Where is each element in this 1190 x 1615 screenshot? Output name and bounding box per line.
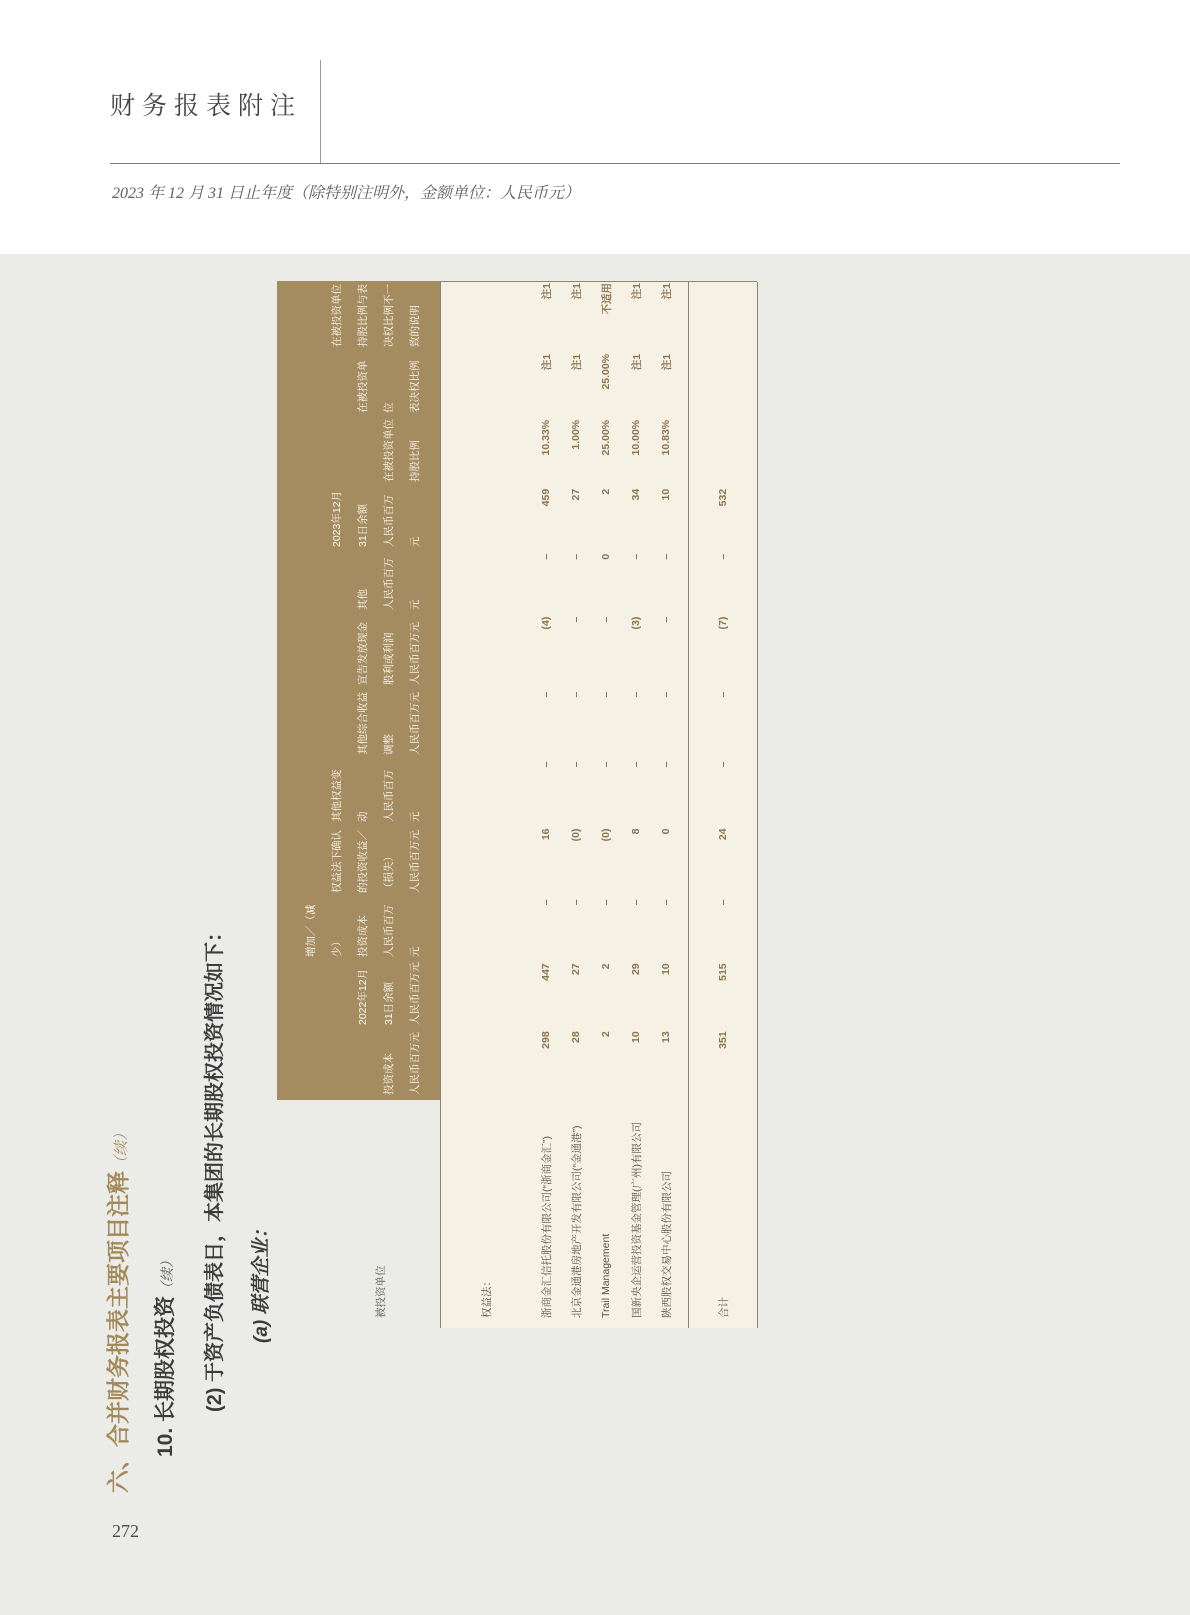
cell-value: – (660, 761, 672, 768)
cell-value: – (630, 553, 642, 560)
cell-value: – (600, 616, 612, 623)
column-header-cell: 2022年12月 31日余额 人民币百万元 (277, 962, 440, 1030)
cell-value: – (630, 899, 642, 906)
column-header-cell: 2023年12月 31日余额 人民币百万元 (277, 487, 440, 552)
cell-value: 34 (630, 488, 642, 501)
cell-value: 29 (630, 963, 642, 976)
column-header-cell: 在被投资单位 持股比例与表 决权比例不一 致的说明 (277, 281, 440, 352)
cell-value: – (540, 553, 552, 560)
long-term-equity-investment-table (277, 281, 757, 1328)
cell-value: 注1 (570, 282, 583, 300)
cell-value: – (540, 691, 552, 698)
cell-value: 10 (630, 1031, 642, 1043)
page-number: 272 (112, 1521, 139, 1541)
table-body (440, 281, 757, 1328)
column-header-cell: 其他综合收益 调整 人民币百万元 (277, 690, 440, 760)
cell-value: 注1 (540, 282, 553, 300)
column-header-cell: 投资成本 人民币百万元 (277, 1030, 440, 1100)
cell-value: – (717, 761, 729, 768)
cell-value: 459 (540, 488, 552, 507)
cell-value: 28 (570, 1031, 582, 1043)
row-label: 陕西股权交易中心股份有限公司 (660, 1171, 673, 1318)
column-header-cell: 增加／（减少） 投资成本 人民币百万元 (277, 898, 440, 962)
cell-value: 10 (660, 488, 672, 501)
cell-value: 2 (600, 963, 612, 970)
cell-value: – (630, 761, 642, 768)
cell-value: 351 (717, 1031, 729, 1049)
section-heading-level1 (100, 1126, 133, 1493)
cell-value: 注1 (630, 353, 643, 371)
row-label: 国新央企运营投资基金管理(广州)有限公司 (630, 1122, 643, 1318)
total-row (688, 282, 758, 1328)
cell-value: 10.33% (540, 419, 552, 456)
table-row (531, 282, 561, 1328)
cell-value: 10 (660, 963, 672, 976)
table-row (561, 282, 591, 1328)
section-heading-level2 (149, 1254, 179, 1457)
cell-value: 注1 (660, 282, 673, 300)
row-header-cell: 被投资单位 (375, 1265, 387, 1318)
column-header-cell: 在被投资单位 表决权比例 (277, 352, 440, 418)
column-header-cell: 宣告发放现金 股利或利润 人民币百万元 (277, 615, 440, 690)
cell-value: 注1 (570, 353, 583, 371)
cell-value: – (570, 761, 582, 768)
section-heading-level3: (2) 于资产负债表日，本集团的长期股权投资情况如下： (204, 922, 226, 1412)
cell-value: – (660, 553, 672, 560)
cell-value: 8 (630, 828, 642, 835)
section-heading-level4: (a) 联营企业： (251, 1219, 272, 1343)
cell-value: 2 (600, 488, 612, 495)
cell-value: – (600, 899, 612, 906)
row-label: 北京金通港房地产开发有限公司(“金通港”) (570, 1125, 583, 1318)
cell-value: (0) (570, 828, 582, 842)
cell-value: 515 (717, 963, 729, 981)
cell-value: – (630, 691, 642, 698)
cell-value: 447 (540, 963, 552, 981)
cell-value: – (600, 761, 612, 768)
cell-value: 0 (600, 553, 612, 560)
cell-value: – (570, 616, 582, 623)
cell-value: – (600, 691, 612, 698)
cell-value: 注1 (630, 282, 643, 300)
cell-value: 10.00% (630, 419, 642, 456)
cell-value: – (570, 553, 582, 560)
cell-value: 10.83% (660, 419, 672, 456)
table-row (651, 282, 681, 1328)
cell-value: 13 (660, 1031, 672, 1043)
row-label: Trail Management (600, 1233, 612, 1318)
cell-value: (0) (600, 828, 612, 842)
page-title: 财务报表附注 (110, 93, 303, 120)
section-heading-level2-suffix: （续） (159, 1253, 175, 1296)
table-header-row (277, 281, 440, 1328)
title-divider-line (320, 60, 321, 163)
cell-value: 27 (570, 963, 582, 976)
cell-value: – (660, 691, 672, 698)
cell-value: – (540, 899, 552, 906)
cell-value: 注1 (540, 353, 553, 371)
cell-value: 25.00% (600, 353, 612, 390)
column-header-cell: 其他权益变动 人民币百万元 (277, 760, 440, 827)
cell-value: – (660, 899, 672, 906)
cell-value: – (570, 899, 582, 906)
cell-value: 27 (570, 488, 582, 501)
section-row (441, 282, 531, 1328)
cell-value: – (540, 761, 552, 768)
section-heading-level1-suffix: （续） (113, 1125, 130, 1171)
cell-value: 298 (540, 1031, 552, 1049)
cell-value: (3) (630, 616, 642, 630)
cell-value: 24 (717, 828, 729, 841)
section-label: 权益法： (480, 1276, 493, 1318)
cell-value: 注1 (660, 353, 673, 371)
cell-value: – (717, 899, 729, 906)
cell-value: 16 (540, 828, 552, 841)
cell-value: (4) (540, 616, 552, 630)
row-label: 浙商金汇信托股份有限公司(“浙商金汇”) (540, 1136, 553, 1318)
section-heading-level1-text: 六、合并财务报表主要项目注释 (105, 1171, 131, 1493)
header-rule-line (110, 163, 1120, 164)
cell-value: 2 (600, 1031, 612, 1038)
cell-value: 0 (660, 828, 672, 835)
page-subtitle: 2023 年 12 月 31 日止年度（除特别注明外，金额单位：人民币元） (112, 185, 581, 202)
cell-value: 532 (717, 488, 729, 507)
table-row (621, 282, 651, 1328)
cell-value: 1.00% (570, 419, 582, 450)
column-header-cell: 在被投资单位 持股比例 (277, 418, 440, 487)
cell-value: (7) (717, 616, 729, 630)
section-heading-level2-text: 10. 长期股权投资 (154, 1295, 177, 1457)
table-row (591, 282, 621, 1328)
cell-value: – (717, 691, 729, 698)
cell-value: – (717, 553, 729, 560)
rotated-content-block (100, 278, 760, 1493)
cell-value: 25.00% (600, 419, 612, 456)
column-header-cell: 权益法下确认 的投资收益／ （损失） 人民币百万元 (277, 827, 440, 898)
cell-value: 不适用 (600, 282, 613, 315)
total-label: 合计 (717, 1297, 730, 1318)
cell-value: – (570, 691, 582, 698)
cell-value: – (660, 616, 672, 623)
column-header-cell: 其他 人民币百万元 (277, 552, 440, 615)
